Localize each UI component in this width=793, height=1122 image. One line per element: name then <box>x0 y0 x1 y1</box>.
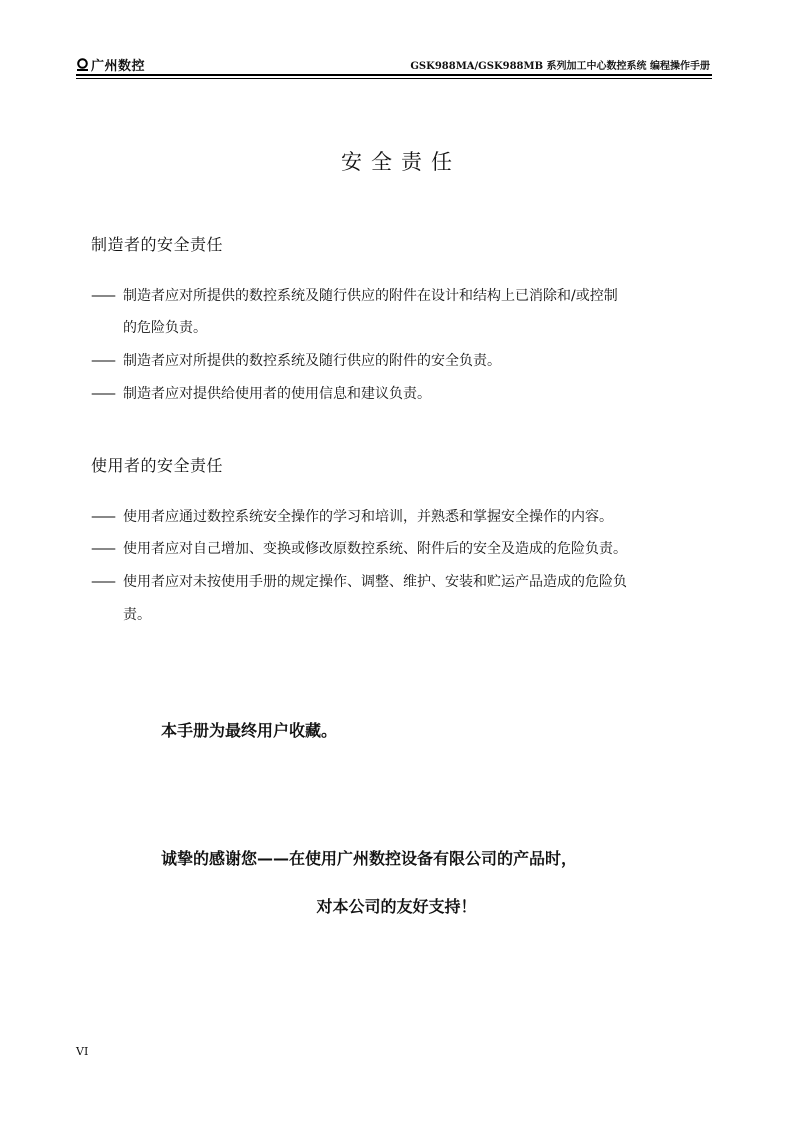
item-text: 制造者应对所提供的数控系统及随行供应的附件在设计和结构上已消除和/或控制 <box>123 288 618 304</box>
page-number: VI <box>76 1045 89 1058</box>
item-text: 使用者应对未按使用手册的规定操作、调整、维护、安装和贮运产品造成的危险负 <box>123 574 627 590</box>
user-item <box>91 566 711 599</box>
manufacturer-item <box>91 378 711 411</box>
user-heading: 使用者的安全责任 <box>91 456 224 475</box>
manufacturer-heading: 制造者的安全责任 <box>91 235 224 254</box>
manufacturer-item <box>91 345 711 378</box>
item-text: 使用者应通过数控系统安全操作的学习和培训，并熟悉和掌握安全操作的内容。 <box>123 509 613 525</box>
thanks-line-2: 对本公司的友好支持！ <box>316 897 477 916</box>
item-dash: —— <box>91 509 113 525</box>
page-title: 安全责任 <box>341 150 461 174</box>
item-dash: —— <box>91 386 113 402</box>
item-dash: —— <box>91 353 113 369</box>
item-dash: —— <box>91 288 113 304</box>
header-doc-title: GSK988MA/GSK988MB 系列加工中心数控系统 编程操作手册 <box>410 61 710 72</box>
item-dash: —— <box>91 574 113 590</box>
logo-text: 广州数控 <box>91 58 146 74</box>
end-user-note: 本手册为最终用户收藏。 <box>161 721 338 740</box>
user-item-continuation: 责。 <box>123 607 151 623</box>
manufacturer-item-continuation: 的危险负责。 <box>123 320 207 336</box>
header-rule <box>76 74 712 76</box>
company-logo <box>76 56 145 72</box>
gsk-logo-icon <box>76 58 89 71</box>
thanks-line-1: 诚挚的感谢您——在使用广州数控设备有限公司的产品时， <box>161 849 578 868</box>
item-text: 制造者应对提供给使用者的使用信息和建议负责。 <box>123 386 431 402</box>
item-text: 制造者应对所提供的数控系统及随行供应的附件的安全负责。 <box>123 353 501 369</box>
user-item <box>91 501 711 534</box>
page-header <box>76 52 712 76</box>
header-rule-thin <box>76 78 712 79</box>
user-item <box>91 533 711 566</box>
item-text: 使用者应对自己增加、变换或修改原数控系统、附件后的安全及造成的危险负责。 <box>123 541 627 557</box>
item-dash: —— <box>91 541 113 557</box>
manufacturer-item <box>91 280 711 313</box>
